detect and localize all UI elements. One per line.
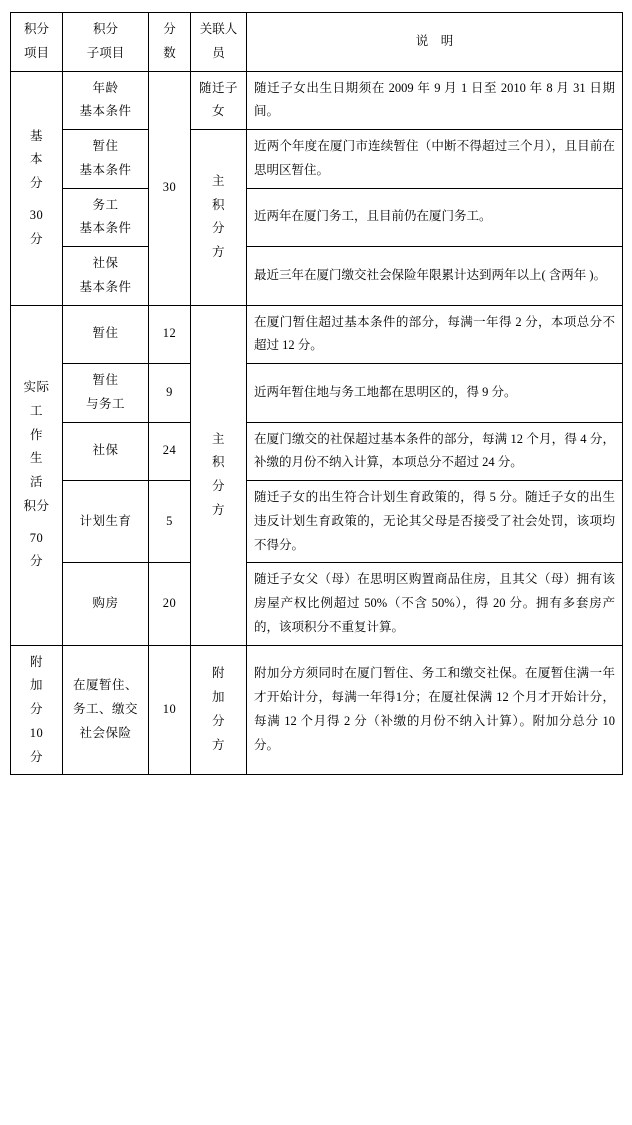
header-cell-score: 分 数 (149, 13, 191, 72)
table-row (11, 645, 623, 775)
desc-house-purchase: 随迁子女父（母）在思明区购置商品住房，且其父（母）拥有该房屋产权比例超过 50%（不含 50%），得 20 分。拥有多套房产的，该项积分不重复计算。 (247, 563, 623, 645)
spacer (18, 196, 55, 204)
subitem-house-purchase: 购房 (63, 563, 149, 645)
desc-employment: 近两年在厦门务工，且目前仍在厦门务工。 (247, 188, 623, 247)
table-row (11, 130, 623, 189)
header-cell-subproject: 积分 子项目 (63, 13, 149, 72)
subitem-residence-actual: 暂住 (63, 305, 149, 364)
subitem-social-insurance: 社保 基本条件 (63, 247, 149, 306)
desc-bonus: 附加分方须同时在厦门暂住、务工和缴交社保。在厦暂住满一年才开始计分，每满一年得1分；在厦社保满 12 个月才开始计分，每满 12 个月得 2 分（补缴的月份不纳入计算）。附加分总分 10 分。 (247, 645, 623, 775)
score-family-planning: 5 (149, 481, 191, 563)
table-row (11, 305, 623, 364)
score-bonus: 10 (149, 645, 191, 775)
score-residence-and-work: 9 (149, 364, 191, 423)
subitem-social-insurance-actual: 社保 (63, 422, 149, 481)
subitem-age: 年龄 基本条件 (63, 71, 149, 130)
header-cell-person: 关联人 员 (191, 13, 247, 72)
desc-family-planning: 随迁子女的出生符合计划生育政策的，得 5 分。随迁子女的出生违反计划生育政策的，无论其父母是否接受了社会处罚，该项均不得分。 (247, 481, 623, 563)
table-row (11, 188, 623, 247)
person-bonus-applicant: 附 加 分 方 (191, 645, 247, 775)
score-social-insurance-actual: 24 (149, 422, 191, 481)
desc-social-insurance: 最近三年在厦门缴交社会保险年限累计达到两年以上( 含两年 )。 (247, 247, 623, 306)
subitem-residence: 暂住 基本条件 (63, 130, 149, 189)
section-title-bonus: 附 加 分 10 分 (11, 645, 63, 775)
table-row (11, 422, 623, 481)
desc-residence-actual: 在厦门暂住超过基本条件的部分，每满一年得 2 分，本项总分不超过 12 分。 (247, 305, 623, 364)
desc-residence: 近两个年度在厦门市连续暂住（中断不得超过三个月），且目前在思明区暂住。 (247, 130, 623, 189)
subitem-family-planning: 计划生育 (63, 481, 149, 563)
desc-residence-and-work: 近两年暂住地与务工地都在思明区的，得 9 分。 (247, 364, 623, 423)
score-table (10, 12, 623, 775)
table-header-row (11, 13, 623, 72)
spacer (18, 519, 55, 527)
score-residence-actual: 12 (149, 305, 191, 364)
person-child: 随迁子 女 (191, 71, 247, 130)
section-title-actual: 实际 工 作 生 活 积分 70 分 (11, 305, 63, 645)
table-row (11, 563, 623, 645)
table-row (11, 71, 623, 130)
table-row (11, 364, 623, 423)
table-row (11, 481, 623, 563)
section-score-basic: 30 (149, 71, 191, 305)
score-house-purchase: 20 (149, 563, 191, 645)
header-cell-project: 积分 项目 (11, 13, 63, 72)
subitem-bonus-conditions: 在厦暂住、 务工、缴交 社会保险 (63, 645, 149, 775)
subitem-residence-and-work: 暂住 与务工 (63, 364, 149, 423)
desc-social-insurance-actual: 在厦门缴交的社保超过基本条件的部分，每满 12 个月，得 4 分，补缴的月份不纳入计算，本项总分不超过 24 分。 (247, 422, 623, 481)
person-main-applicant-basic: 主 积 分 方 (191, 130, 247, 306)
header-cell-description: 说 明 (247, 13, 623, 72)
person-main-applicant-actual: 主 积 分 方 (191, 305, 247, 645)
section-title-basic: 基 本 分 30 分 (11, 71, 63, 305)
table-row (11, 247, 623, 306)
subitem-employment: 务工 基本条件 (63, 188, 149, 247)
desc-age: 随迁子女出生日期须在 2009 年 9 月 1 日至 2010 年 8 月 31 日期间。 (247, 71, 623, 130)
